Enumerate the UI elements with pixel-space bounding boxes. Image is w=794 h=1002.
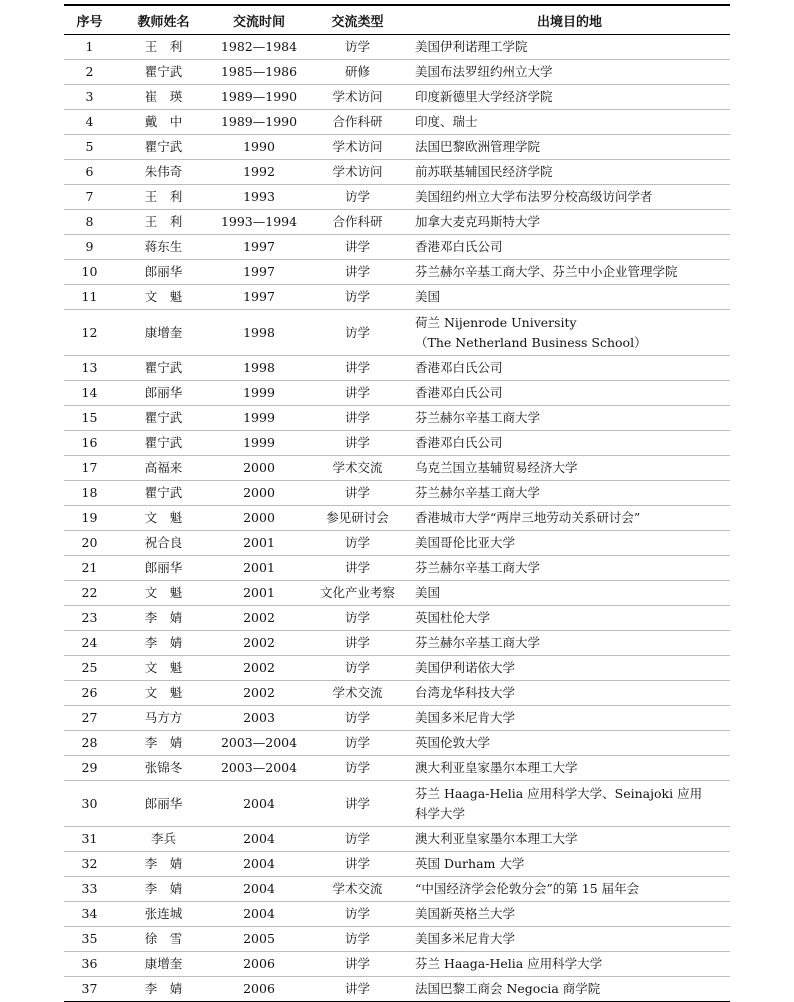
table-row — [64, 456, 730, 481]
cell-teacher-name: 李 婧 — [115, 606, 212, 631]
cell-exchange-type: 访学 — [306, 656, 409, 681]
cell-exchange-type: 讲学 — [306, 381, 409, 406]
destination-line: “中国经济学会伦敦分会”的第 15 届年会 — [415, 881, 640, 896]
cell-exchange-time: 2002 — [212, 606, 306, 631]
cell-exchange-type: 讲学 — [306, 260, 409, 285]
cell-number: 7 — [64, 185, 115, 210]
cell-destination — [409, 827, 730, 852]
cell-exchange-time: 1997 — [212, 235, 306, 260]
table-row — [64, 606, 730, 631]
cell-exchange-type: 讲学 — [306, 481, 409, 506]
cell-destination — [409, 110, 730, 135]
table-row — [64, 927, 730, 952]
cell-destination — [409, 656, 730, 681]
destination-line: 美国布法罗纽约州立大学 — [415, 64, 553, 79]
table-row — [64, 185, 730, 210]
cell-number: 9 — [64, 235, 115, 260]
table-row — [64, 110, 730, 135]
table-row — [64, 235, 730, 260]
destination-line: 澳大利亚皇家墨尔本理工大学 — [415, 760, 578, 775]
cell-exchange-type: 讲学 — [306, 977, 409, 1002]
cell-destination — [409, 606, 730, 631]
cell-number: 15 — [64, 406, 115, 431]
cell-number: 37 — [64, 977, 115, 1002]
cell-exchange-type: 研修 — [306, 60, 409, 85]
destination-line: 美国 — [415, 585, 441, 600]
cell-destination — [409, 706, 730, 731]
cell-exchange-time: 1989—1990 — [212, 85, 306, 110]
cell-exchange-time: 2000 — [212, 481, 306, 506]
cell-exchange-type: 讲学 — [306, 406, 409, 431]
cell-destination — [409, 210, 730, 235]
cell-number: 11 — [64, 285, 115, 310]
table-row — [64, 581, 730, 606]
cell-number: 19 — [64, 506, 115, 531]
cell-exchange-type: 合作科研 — [306, 110, 409, 135]
cell-teacher-name: 文 魁 — [115, 581, 212, 606]
table-row — [64, 556, 730, 581]
destination-line: 芬兰赫尔辛基工商大学 — [415, 635, 541, 650]
cell-exchange-type: 访学 — [306, 531, 409, 556]
cell-exchange-type: 学术交流 — [306, 456, 409, 481]
cell-exchange-type: 访学 — [306, 185, 409, 210]
cell-exchange-time: 2001 — [212, 556, 306, 581]
cell-destination — [409, 235, 730, 260]
cell-destination — [409, 756, 730, 781]
cell-number: 30 — [64, 781, 115, 827]
header-exchange-time: 交流时间 — [212, 5, 306, 35]
cell-number: 13 — [64, 356, 115, 381]
cell-teacher-name: 瞿宁武 — [115, 60, 212, 85]
cell-teacher-name: 李 婧 — [115, 977, 212, 1002]
table-row — [64, 506, 730, 531]
cell-exchange-time: 1997 — [212, 260, 306, 285]
cell-exchange-time: 2004 — [212, 781, 306, 827]
cell-exchange-type: 讲学 — [306, 952, 409, 977]
cell-destination — [409, 481, 730, 506]
destination-line: 香港邓白氏公司 — [415, 360, 503, 375]
table-row — [64, 260, 730, 285]
cell-number: 8 — [64, 210, 115, 235]
cell-exchange-time: 1999 — [212, 431, 306, 456]
table-header-row — [64, 5, 730, 35]
destination-line: 美国哥伦比亚大学 — [415, 535, 516, 550]
header-number: 序号 — [64, 5, 115, 35]
table-row — [64, 310, 730, 356]
table-row — [64, 285, 730, 310]
table-row — [64, 977, 730, 1002]
cell-teacher-name: 王 利 — [115, 35, 212, 60]
cell-exchange-type: 访学 — [306, 310, 409, 356]
cell-number: 6 — [64, 160, 115, 185]
cell-exchange-time: 2001 — [212, 531, 306, 556]
cell-destination — [409, 160, 730, 185]
cell-exchange-type: 访学 — [306, 827, 409, 852]
cell-number: 34 — [64, 902, 115, 927]
cell-exchange-type: 访学 — [306, 706, 409, 731]
cell-teacher-name: 徐 雪 — [115, 927, 212, 952]
cell-destination — [409, 531, 730, 556]
cell-exchange-type: 文化产业考察 — [306, 581, 409, 606]
cell-teacher-name: 张锦冬 — [115, 756, 212, 781]
cell-exchange-time: 2006 — [212, 952, 306, 977]
destination-line: 英国 Durham 大学 — [415, 856, 525, 871]
cell-exchange-type: 学术访问 — [306, 85, 409, 110]
cell-exchange-type: 学术交流 — [306, 681, 409, 706]
cell-number: 3 — [64, 85, 115, 110]
cell-teacher-name: 朱伟奇 — [115, 160, 212, 185]
destination-line: 芬兰 Haaga-Helia 应用科学大学 — [415, 956, 603, 971]
cell-exchange-time: 1999 — [212, 381, 306, 406]
cell-number: 12 — [64, 310, 115, 356]
cell-number: 10 — [64, 260, 115, 285]
table-row — [64, 902, 730, 927]
destination-line: 美国 — [415, 289, 441, 304]
table-row — [64, 135, 730, 160]
cell-destination — [409, 927, 730, 952]
destination-line: 美国伊利诺理工学院 — [415, 39, 528, 54]
cell-destination — [409, 952, 730, 977]
table-row — [64, 852, 730, 877]
cell-exchange-time: 1989—1990 — [212, 110, 306, 135]
cell-teacher-name: 王 利 — [115, 210, 212, 235]
table-row — [64, 160, 730, 185]
cell-teacher-name: 瞿宁武 — [115, 135, 212, 160]
cell-teacher-name: 康增奎 — [115, 952, 212, 977]
destination-line: 美国纽约州立大学布法罗分校高级访问学者 — [415, 189, 653, 204]
cell-exchange-time: 2003 — [212, 706, 306, 731]
cell-teacher-name: 戴 中 — [115, 110, 212, 135]
cell-exchange-time: 2002 — [212, 656, 306, 681]
destination-line: 乌克兰国立基辅贸易经济大学 — [415, 460, 578, 475]
cell-exchange-type: 讲学 — [306, 781, 409, 827]
cell-number: 1 — [64, 35, 115, 60]
destination-line: 法国巴黎欧洲管理学院 — [415, 139, 541, 154]
cell-exchange-time: 1993 — [212, 185, 306, 210]
cell-exchange-time: 1990 — [212, 135, 306, 160]
cell-exchange-type: 讲学 — [306, 356, 409, 381]
cell-teacher-name: 文 魁 — [115, 656, 212, 681]
cell-destination — [409, 60, 730, 85]
destination-line: 芬兰赫尔辛基工商大学 — [415, 485, 541, 500]
cell-exchange-time: 1993—1994 — [212, 210, 306, 235]
cell-destination — [409, 631, 730, 656]
destination-line: 香港邓白氏公司 — [415, 435, 503, 450]
cell-number: 25 — [64, 656, 115, 681]
destination-line: 美国多米尼肯大学 — [415, 710, 516, 725]
cell-destination — [409, 85, 730, 110]
cell-exchange-type: 学术访问 — [306, 135, 409, 160]
cell-destination — [409, 310, 730, 356]
cell-number: 32 — [64, 852, 115, 877]
table-row — [64, 531, 730, 556]
destination-line: 科学大学 — [415, 805, 466, 821]
cell-exchange-type: 合作科研 — [306, 210, 409, 235]
cell-destination — [409, 185, 730, 210]
cell-number: 22 — [64, 581, 115, 606]
cell-exchange-time: 1985—1986 — [212, 60, 306, 85]
table-row — [64, 356, 730, 381]
cell-exchange-type: 讲学 — [306, 556, 409, 581]
cell-number: 29 — [64, 756, 115, 781]
cell-destination — [409, 135, 730, 160]
cell-teacher-name: 郎丽华 — [115, 260, 212, 285]
cell-exchange-type: 讲学 — [306, 631, 409, 656]
cell-exchange-type: 讲学 — [306, 235, 409, 260]
cell-exchange-time: 1997 — [212, 285, 306, 310]
table-row — [64, 827, 730, 852]
cell-destination — [409, 731, 730, 756]
cell-exchange-type: 学术访问 — [306, 160, 409, 185]
header-destination: 出境目的地 — [409, 5, 730, 35]
cell-teacher-name: 郎丽华 — [115, 781, 212, 827]
cell-teacher-name: 文 魁 — [115, 681, 212, 706]
cell-teacher-name: 李 婧 — [115, 631, 212, 656]
table-row — [64, 210, 730, 235]
destination-line: 香港城市大学“两岸三地劳动关系研讨会” — [415, 510, 641, 525]
cell-destination — [409, 35, 730, 60]
table-row — [64, 85, 730, 110]
destination-line: 台湾龙华科技大学 — [415, 685, 516, 700]
destination-line: 美国伊利诺依大学 — [415, 660, 516, 675]
cell-destination — [409, 902, 730, 927]
cell-destination — [409, 406, 730, 431]
cell-teacher-name: 文 魁 — [115, 285, 212, 310]
cell-number: 16 — [64, 431, 115, 456]
destination-line: 澳大利亚皇家墨尔本理工大学 — [415, 831, 578, 846]
cell-destination — [409, 381, 730, 406]
cell-destination — [409, 681, 730, 706]
cell-exchange-time: 1982—1984 — [212, 35, 306, 60]
destination-line: 加拿大麦克玛斯特大学 — [415, 214, 541, 229]
table-row — [64, 706, 730, 731]
destination-line: 美国多米尼肯大学 — [415, 931, 516, 946]
cell-number: 33 — [64, 877, 115, 902]
cell-exchange-time: 2006 — [212, 977, 306, 1002]
cell-number: 31 — [64, 827, 115, 852]
cell-teacher-name: 瞿宁武 — [115, 481, 212, 506]
table-row — [64, 406, 730, 431]
cell-number: 2 — [64, 60, 115, 85]
table-row — [64, 35, 730, 60]
cell-destination — [409, 781, 730, 827]
destination-line: （The Netherland Business School） — [415, 334, 647, 350]
cell-teacher-name: 祝合良 — [115, 531, 212, 556]
cell-exchange-type: 访学 — [306, 606, 409, 631]
cell-number: 24 — [64, 631, 115, 656]
table-row — [64, 381, 730, 406]
destination-line: 香港邓白氏公司 — [415, 385, 503, 400]
cell-teacher-name: 高福来 — [115, 456, 212, 481]
cell-destination — [409, 431, 730, 456]
table-row — [64, 952, 730, 977]
cell-exchange-type: 学术交流 — [306, 877, 409, 902]
table-row — [64, 731, 730, 756]
destination-line: 芬兰赫尔辛基工商大学 — [415, 410, 541, 425]
cell-exchange-time: 2003—2004 — [212, 756, 306, 781]
cell-destination — [409, 556, 730, 581]
cell-exchange-time: 2001 — [212, 581, 306, 606]
cell-teacher-name: 瞿宁武 — [115, 356, 212, 381]
cell-destination — [409, 506, 730, 531]
destination-line: 英国杜伦大学 — [415, 610, 491, 625]
cell-destination — [409, 877, 730, 902]
cell-destination — [409, 285, 730, 310]
cell-destination — [409, 456, 730, 481]
destination-line: 印度、瑞士 — [415, 114, 478, 129]
destination-line: 法国巴黎工商会 Negocia 商学院 — [415, 981, 601, 996]
cell-number: 36 — [64, 952, 115, 977]
table-row — [64, 60, 730, 85]
cell-exchange-time: 2004 — [212, 852, 306, 877]
cell-teacher-name: 李 婧 — [115, 852, 212, 877]
cell-number: 21 — [64, 556, 115, 581]
cell-teacher-name: 李 婧 — [115, 877, 212, 902]
cell-number: 17 — [64, 456, 115, 481]
cell-teacher-name: 崔 瑛 — [115, 85, 212, 110]
cell-teacher-name: 康增奎 — [115, 310, 212, 356]
cell-number: 28 — [64, 731, 115, 756]
cell-number: 14 — [64, 381, 115, 406]
destination-line: 芬兰赫尔辛基工商大学 — [415, 560, 541, 575]
destination-line: 芬兰 Haaga-Helia 应用科学大学、Seinajoki 应用 — [415, 785, 703, 801]
cell-number: 20 — [64, 531, 115, 556]
cell-exchange-time: 2002 — [212, 681, 306, 706]
destination-line: 芬兰赫尔辛基工商大学、芬兰中小企业管理学院 — [415, 264, 678, 279]
cell-destination — [409, 977, 730, 1002]
destination-line: 香港邓白氏公司 — [415, 239, 503, 254]
cell-exchange-type: 访学 — [306, 927, 409, 952]
cell-teacher-name: 蒋东生 — [115, 235, 212, 260]
cell-exchange-time: 2004 — [212, 877, 306, 902]
cell-destination — [409, 581, 730, 606]
cell-exchange-type: 访学 — [306, 731, 409, 756]
cell-exchange-time: 2004 — [212, 827, 306, 852]
cell-teacher-name: 瞿宁武 — [115, 406, 212, 431]
table-row — [64, 756, 730, 781]
cell-teacher-name: 李兵 — [115, 827, 212, 852]
cell-number: 35 — [64, 927, 115, 952]
cell-destination — [409, 260, 730, 285]
cell-exchange-time: 1998 — [212, 310, 306, 356]
cell-number: 23 — [64, 606, 115, 631]
cell-teacher-name: 李 婧 — [115, 731, 212, 756]
table-row — [64, 877, 730, 902]
cell-number: 5 — [64, 135, 115, 160]
cell-exchange-time: 2005 — [212, 927, 306, 952]
destination-line: 前苏联基辅国民经济学院 — [415, 164, 553, 179]
cell-exchange-time: 2004 — [212, 902, 306, 927]
cell-teacher-name: 文 魁 — [115, 506, 212, 531]
cell-number: 27 — [64, 706, 115, 731]
cell-number: 18 — [64, 481, 115, 506]
cell-teacher-name: 瞿宁武 — [115, 431, 212, 456]
cell-number: 4 — [64, 110, 115, 135]
cell-exchange-type: 访学 — [306, 902, 409, 927]
exchange-table — [64, 4, 730, 1002]
cell-exchange-type: 访学 — [306, 285, 409, 310]
table-row — [64, 656, 730, 681]
cell-exchange-time: 2000 — [212, 456, 306, 481]
cell-exchange-type: 访学 — [306, 756, 409, 781]
cell-number: 26 — [64, 681, 115, 706]
table-row — [64, 631, 730, 656]
cell-teacher-name: 郎丽华 — [115, 556, 212, 581]
cell-exchange-type: 讲学 — [306, 852, 409, 877]
table-row — [64, 781, 730, 827]
cell-exchange-type: 访学 — [306, 35, 409, 60]
destination-line: 荷兰 Nijenrode University — [415, 314, 577, 330]
table-row — [64, 481, 730, 506]
cell-destination — [409, 356, 730, 381]
cell-exchange-time: 2000 — [212, 506, 306, 531]
header-exchange-type: 交流类型 — [306, 5, 409, 35]
cell-exchange-time: 1999 — [212, 406, 306, 431]
cell-teacher-name: 张连城 — [115, 902, 212, 927]
cell-exchange-time: 2002 — [212, 631, 306, 656]
cell-exchange-time: 1992 — [212, 160, 306, 185]
destination-line: 英国伦敦大学 — [415, 735, 491, 750]
cell-exchange-type: 讲学 — [306, 431, 409, 456]
table-body — [64, 35, 730, 1002]
cell-exchange-time: 2003—2004 — [212, 731, 306, 756]
cell-teacher-name: 王 利 — [115, 185, 212, 210]
cell-teacher-name: 马方方 — [115, 706, 212, 731]
destination-line: 印度新德里大学经济学院 — [415, 89, 553, 104]
destination-line: 美国新英格兰大学 — [415, 906, 516, 921]
cell-exchange-time: 1998 — [212, 356, 306, 381]
cell-exchange-type: 参见研讨会 — [306, 506, 409, 531]
table-row — [64, 681, 730, 706]
cell-destination — [409, 852, 730, 877]
header-teacher-name: 教师姓名 — [115, 5, 212, 35]
cell-teacher-name: 郎丽华 — [115, 381, 212, 406]
table-row — [64, 431, 730, 456]
